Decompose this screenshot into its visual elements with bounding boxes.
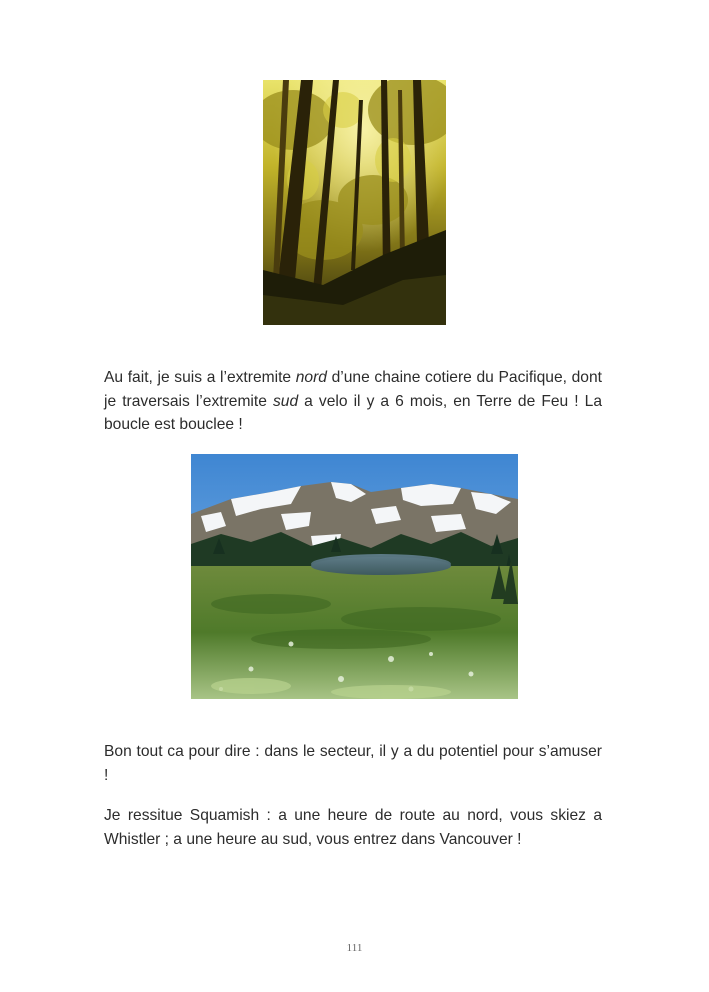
forest-photo: [263, 80, 446, 325]
paragraph-text: a velo il y a 6 mois, en Terre de Feu ! La boucle est bouclee !: [104, 392, 602, 433]
mountain-lake-photo: [191, 454, 518, 699]
paragraph-squamish: Je ressitue Squamish : a une heure de route au nord, vous skiez a Whistler ; a une heure au sud, vous entrez dans Vancouver !: [104, 807, 602, 848]
paragraph-potential: Bon tout ca pour dire : dans le secteur, il y a du potentiel pour s’amuser !: [104, 743, 602, 784]
emphasis-nord: nord: [295, 369, 327, 386]
paragraph-chain-coastal: [104, 366, 602, 437]
paragraph-text: d’une chaine cotiere du Pacifique, dont je traversais l’extremite: [104, 369, 602, 410]
emphasis-sud: sud: [272, 392, 299, 410]
page-number: 111: [346, 942, 363, 954]
paragraph-text: Au fait, je suis a l’extremite: [104, 369, 296, 386]
